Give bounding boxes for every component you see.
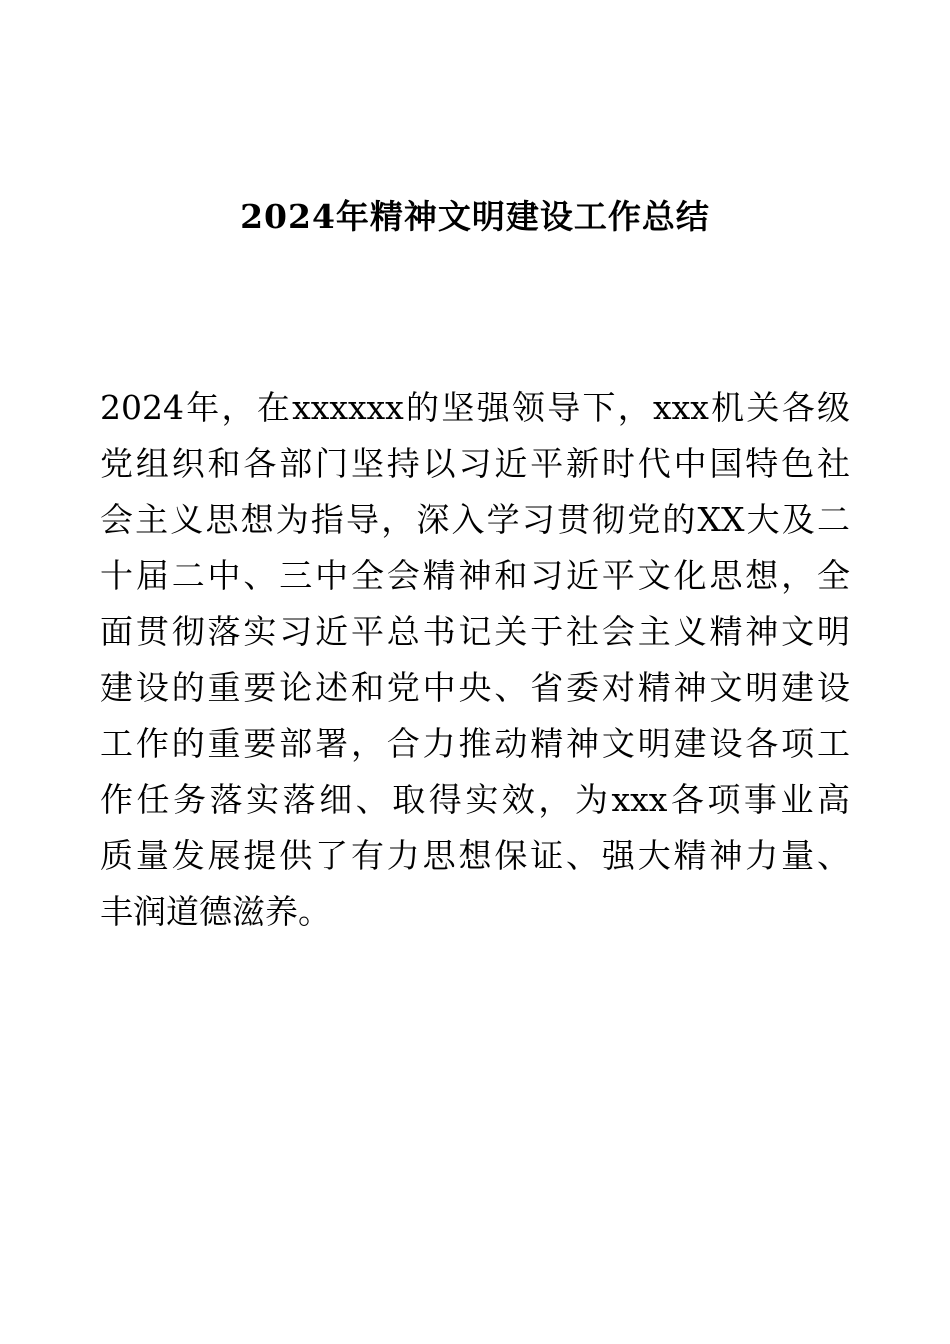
document-body-paragraph [100,380,850,940]
paragraph-line: 建设的重要论述和党中央、省委对精神文明建设 [100,668,850,707]
paragraph-line: 工作的重要部署，合力推动精神文明建设各项工 [100,724,850,763]
paragraph-line: 党组织和各部门坚持以习近平新时代中国特色社 [100,444,850,483]
paragraph-line: 作任务落实落细、取得实效，为xxx各项事业高 [100,780,850,819]
paragraph-line: 丰润道德滋养。 [100,892,331,931]
paragraph-line: 十届二中、三中全会精神和习近平文化思想，全 [100,556,850,595]
paragraph-line: 面贯彻落实习近平总书记关于社会主义精神文明 [100,612,850,651]
paragraph-line: 2024年，在xxxxxx的坚强领导下，xxx机关各级 [100,388,850,427]
document-title: 2024年精神文明建设工作总结 [240,197,710,236]
paragraph-line: 会主义思想为指导，深入学习贯彻党的XX大及二 [100,500,850,539]
paragraph-line: 质量发展提供了有力思想保证、强大精神力量、 [100,836,850,875]
